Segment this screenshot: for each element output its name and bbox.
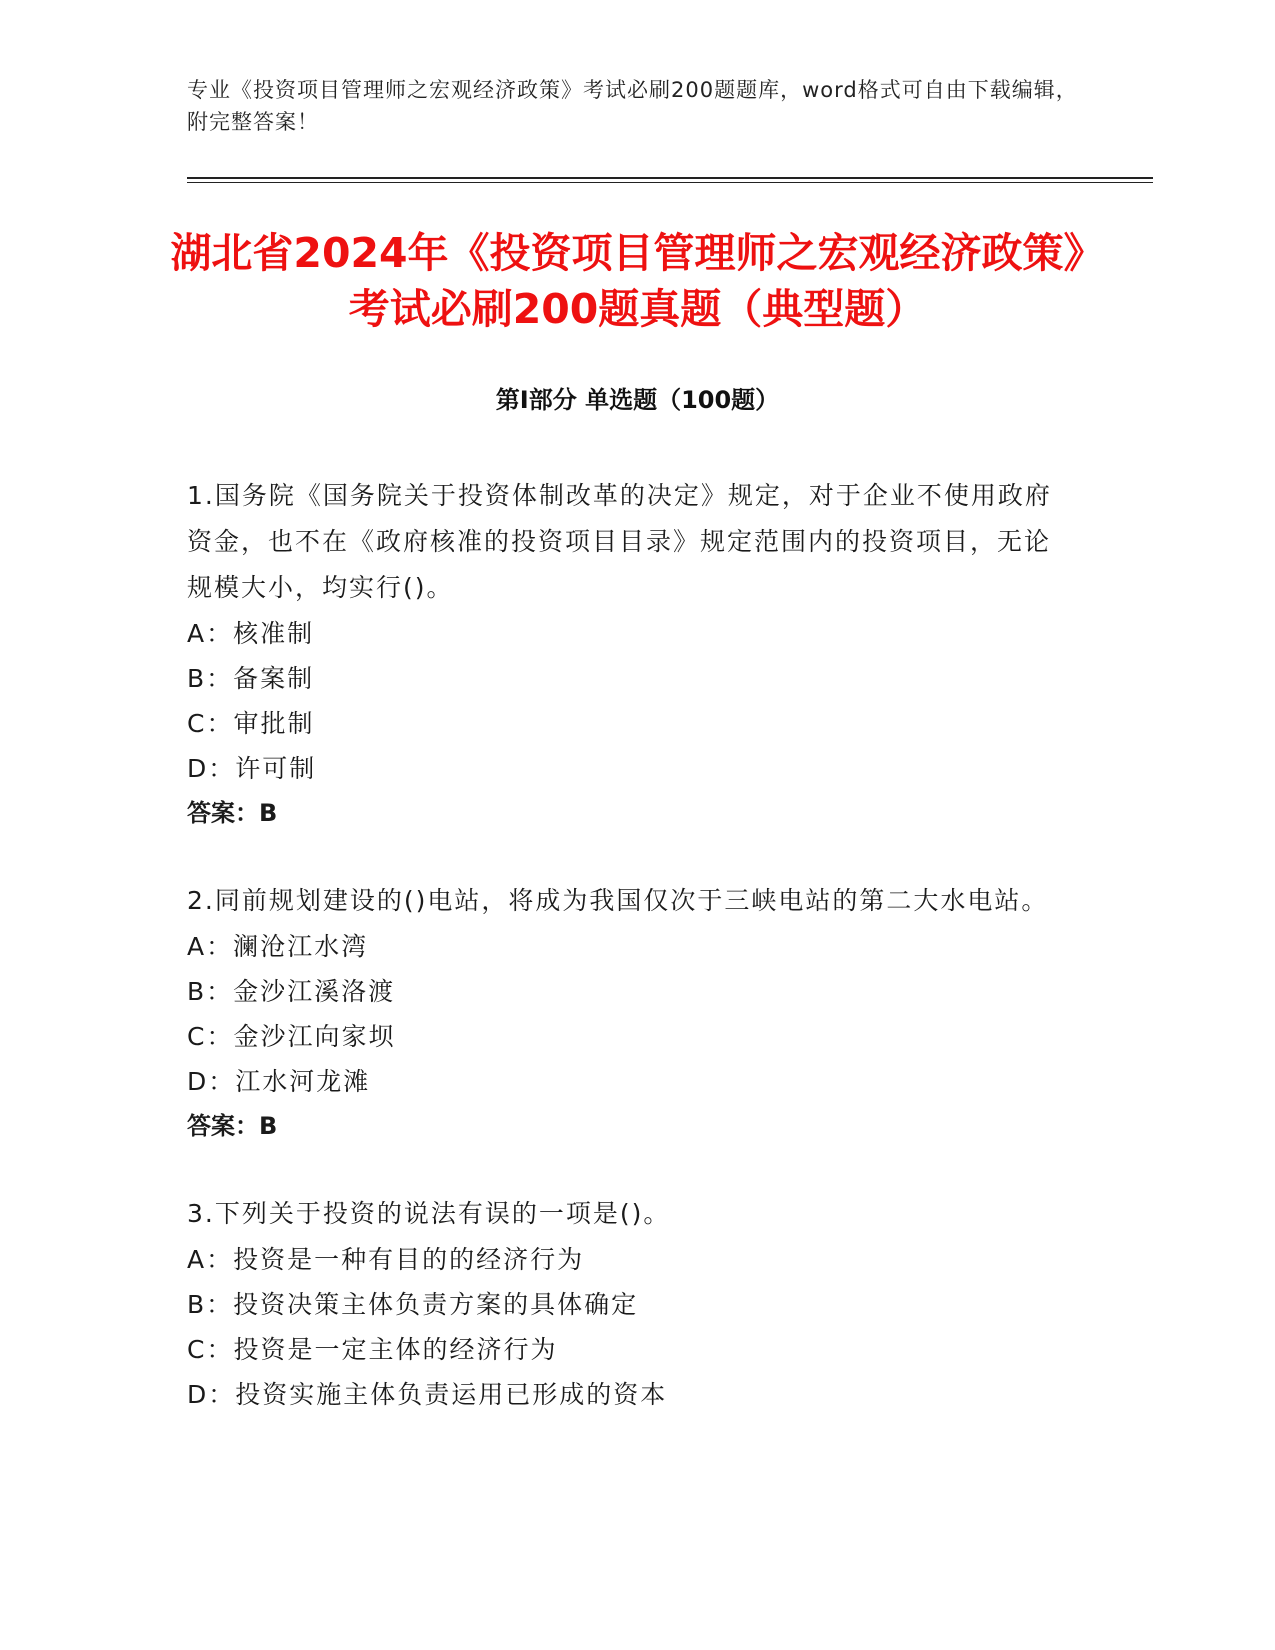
question-2	[187, 878, 1067, 1149]
question-text: 3.下列关于投资的说法有误的一项是()。	[187, 1199, 671, 1228]
question-3	[187, 1191, 1067, 1417]
document-title: 湖北省2024年《投资项目管理师之宏观经济政策》考试必刷200题真题（典型题）	[170, 229, 1105, 333]
option-c: C：投资是一定主体的经济行为	[187, 1335, 558, 1364]
option-b: B：金沙江溪洛渡	[187, 977, 396, 1006]
option-a: A：澜沧江水湾	[187, 932, 369, 961]
answer: 答案：B	[187, 1112, 278, 1140]
question-list	[187, 473, 1067, 1459]
question-1	[187, 473, 1067, 836]
option-d: D：投资实施主体负责运用已形成的资本	[187, 1380, 668, 1409]
section-title: 第Ⅰ部分 单选题（100题）	[495, 386, 780, 414]
option-d: D：许可制	[187, 754, 317, 783]
option-b: B：投资决策主体负责方案的具体确定	[187, 1290, 639, 1319]
option-a: A：投资是一种有目的的经济行为	[187, 1245, 585, 1274]
header-divider-thick	[187, 177, 1153, 179]
header-divider-thin	[187, 182, 1153, 183]
option-c: C：审批制	[187, 709, 315, 738]
question-text: 1.国务院《国务院关于投资体制改革的决定》规定，对于企业不使用政府资金，也不在《政府核准的投资项目目录》规定范围内的投资项目，无论规模大小，均实行()。	[187, 481, 1052, 602]
answer: 答案：B	[187, 799, 278, 827]
option-a: A：核准制	[187, 619, 315, 648]
option-b: B：备案制	[187, 664, 315, 693]
option-d: D：江水河龙滩	[187, 1067, 371, 1096]
option-c: C：金沙江向家坝	[187, 1022, 396, 1051]
question-text: 2.同前规划建设的()电站，将成为我国仅次于三峡电站的第二大水电站。	[187, 886, 1049, 915]
header-note: 专业《投资项目管理师之宏观经济政策》考试必刷200题题库，word格式可自由下载编辑，附完整答案！	[187, 78, 1078, 134]
